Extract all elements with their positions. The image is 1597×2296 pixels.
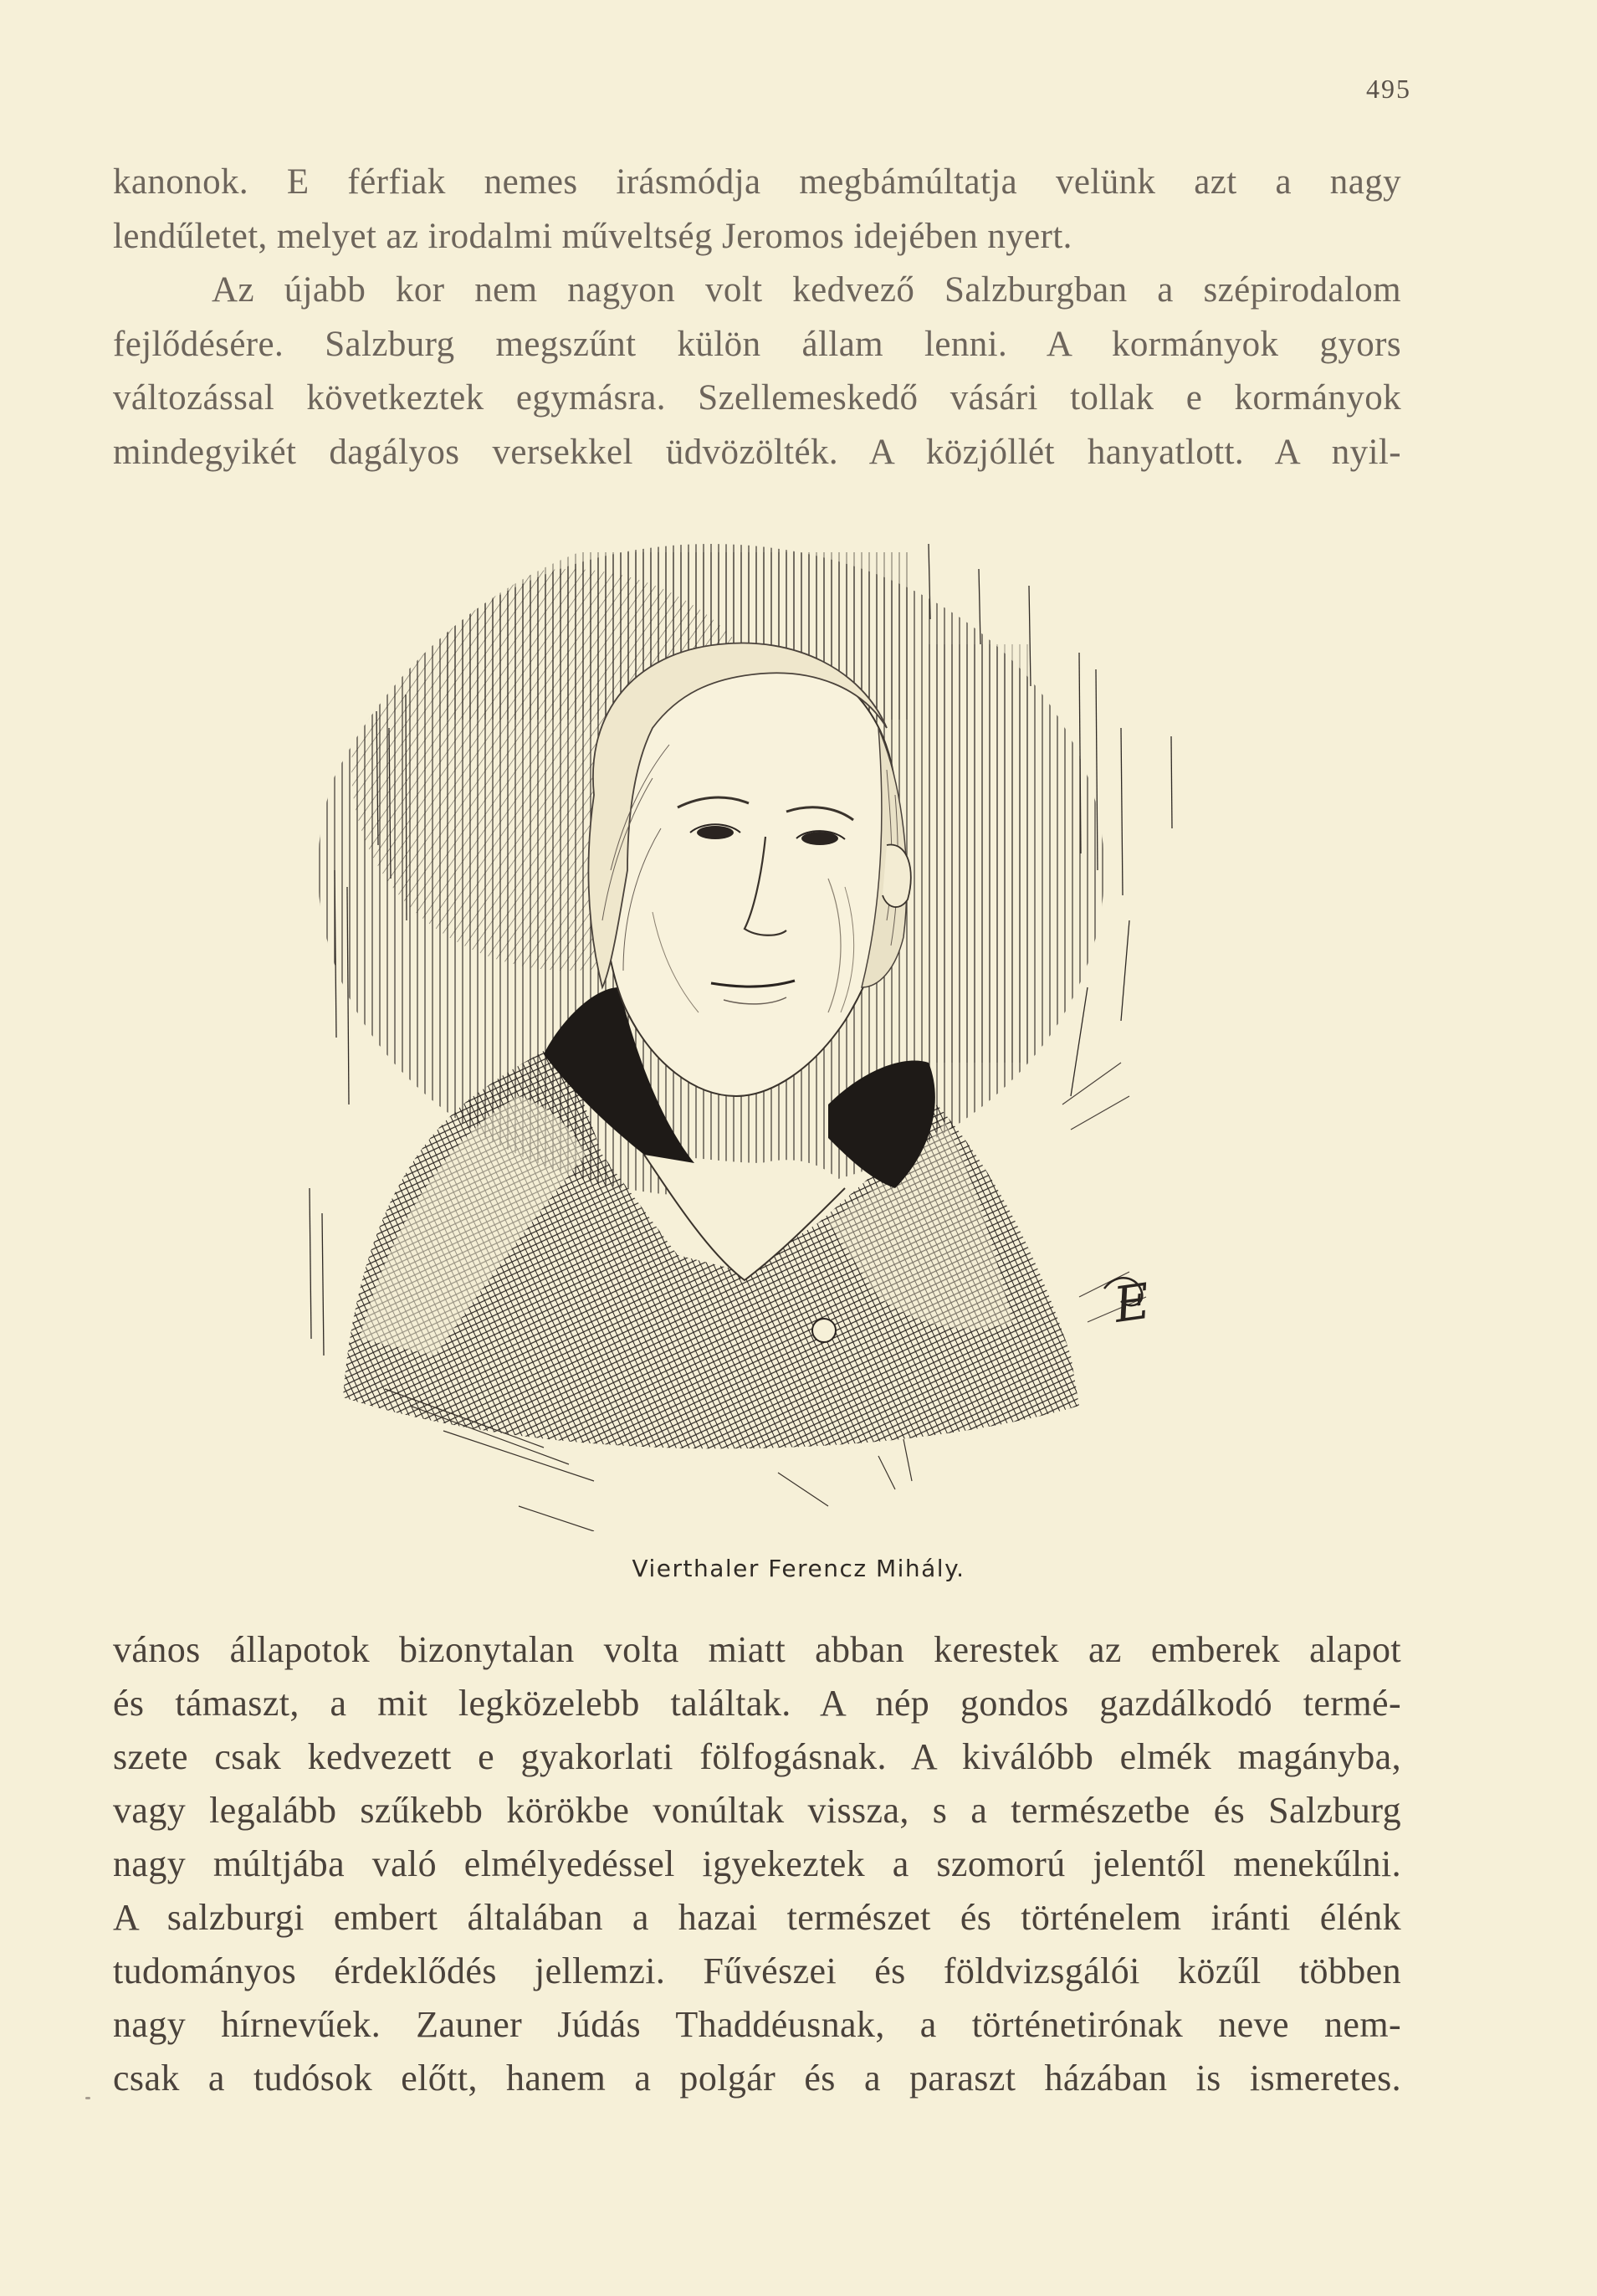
- text-line: kanonok. E férfiak nemes irásmódja megbámúltatja velünk azt a nagy: [113, 162, 1401, 202]
- portrait-engraving: [243, 519, 1263, 1531]
- text-line: tudományos érdeklődés jellemzi. Fűvészei és földvizsgálói közűl többen: [113, 1950, 1401, 1991]
- figure-caption: Vierthaler Ferencz Mihály.: [632, 1555, 965, 1582]
- text-line: és támaszt, a mit legközelebb találtak. A nép gondos gazdálkodó termé-: [113, 1683, 1401, 1724]
- text-line: szete csak kedvezett e gyakorlati fölfogásnak. A kiválóbb elmék magányba,: [113, 1736, 1401, 1777]
- margin-mark: [85, 2097, 90, 2099]
- coat-button: [812, 1319, 836, 1342]
- text-line: mindegyikét dagályos versekkel üdvözölték. A közjóllét hanyatlott. A nyil-: [113, 432, 1401, 472]
- text-line: nagy hírnevűek. Zauner Júdás Thaddéusnak, a történetirónak neve nem-: [113, 2004, 1401, 2045]
- text-line: vános állapotok bizonytalan volta miatt abban kerestek az emberek alapot: [113, 1629, 1401, 1670]
- text-line: csak a tudósok előtt, hanem a polgár és a paraszt házában is ismeretes.: [113, 2058, 1401, 2099]
- body-text-top: [113, 156, 1401, 479]
- text-line: lendűletet, melyet az irodalmi műveltség Jeromos idejében nyert.: [113, 216, 1072, 256]
- body-text-bottom: [113, 1623, 1401, 2105]
- page-number: 495: [1366, 74, 1411, 104]
- text-line: Az újabb kor nem nagyon volt kedvező Salzburgban a szépirodalom: [212, 270, 1401, 310]
- artist-monogram: E: [1110, 1272, 1154, 1334]
- text-line: változással következtek egymásra. Szellemeskedő vásári tollak e kormányok: [113, 378, 1401, 418]
- text-line: A salzburgi embert általában a hazai természet és történelem iránti élénk: [113, 1897, 1401, 1938]
- text-line: fejlődésére. Salzburg megszűnt külön állam lenni. A kormányok gyors: [113, 324, 1401, 364]
- text-line: vagy legalább szűkebb körökbe vonúltak vissza, s a természetbe és Salzburg: [113, 1790, 1401, 1831]
- text-line: nagy múltjába való elmélyedéssel igyekeztek a szomorú jelentől menekűlni.: [113, 1843, 1401, 1884]
